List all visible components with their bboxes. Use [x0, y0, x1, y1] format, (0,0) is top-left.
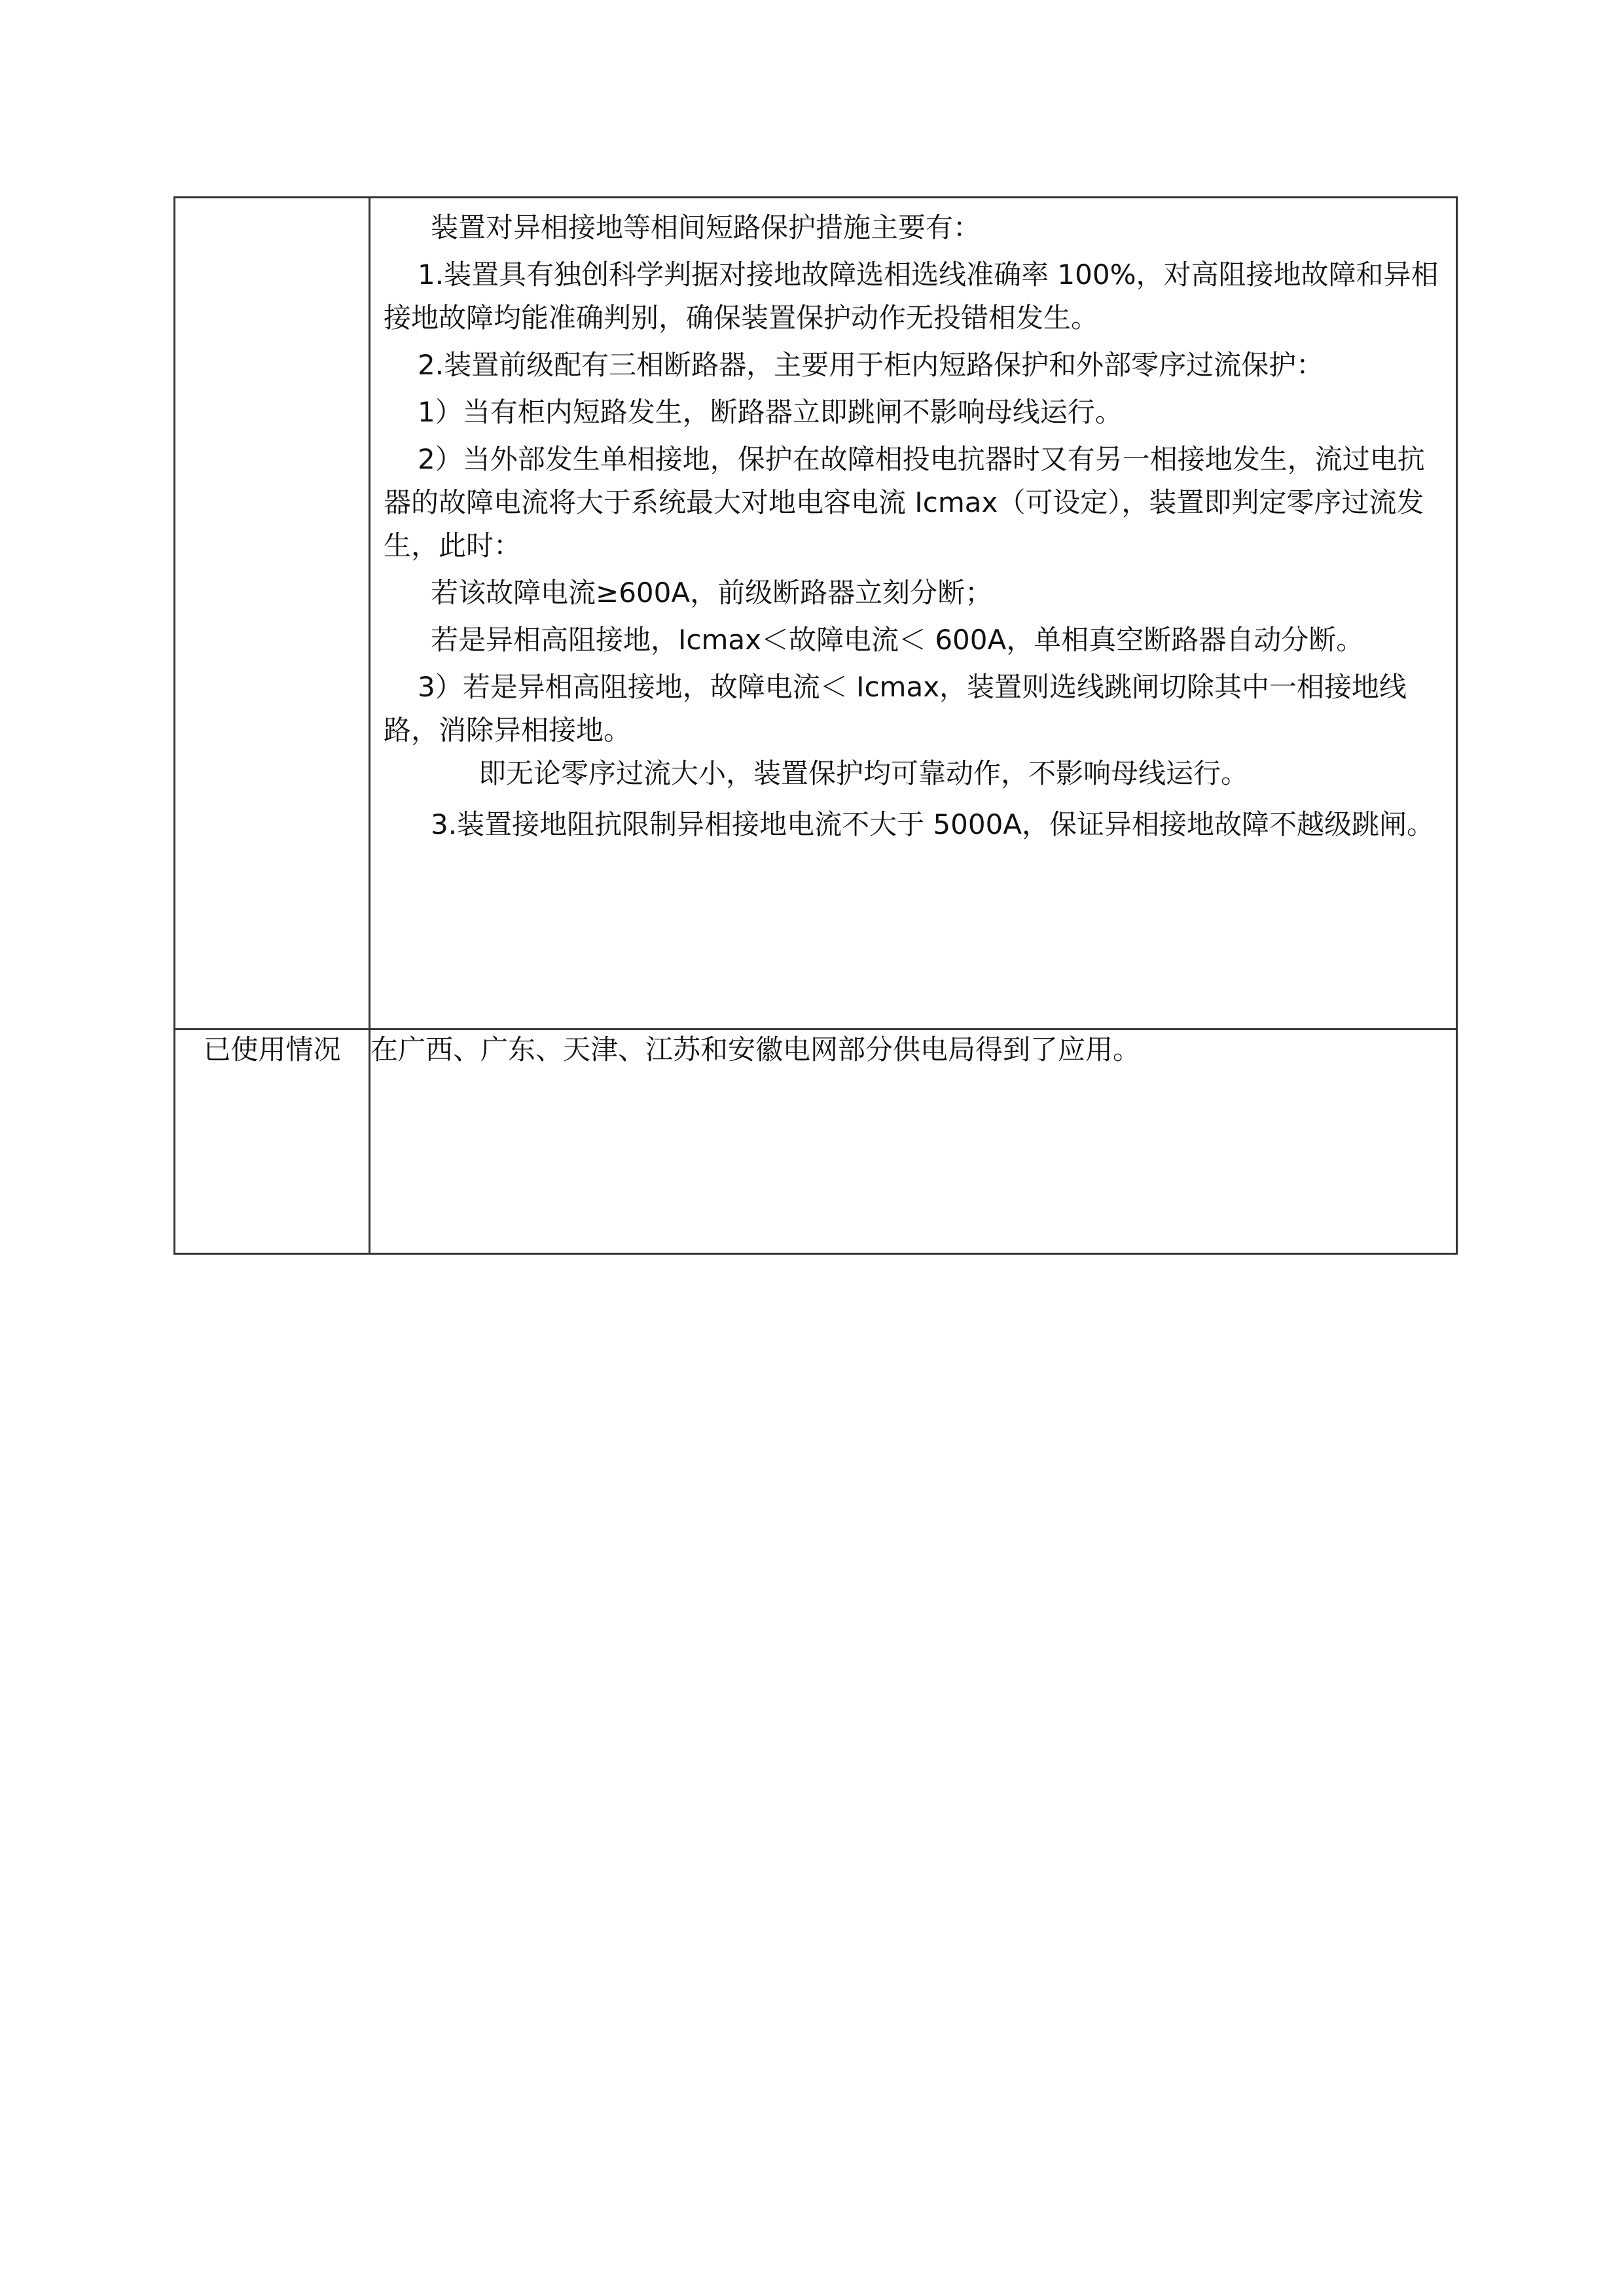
usage-value: 在广西、广东、天津、江苏和安徽电网部分供电局得到了应用。 [370, 1033, 1141, 1066]
usage-label-cell [175, 1030, 370, 1254]
paragraph-sub-3: 3）若是异相高阻接地，故障电流＜ Icmax，装置则选线跳闸切除其中一相接地线路，消除异相接地。 [384, 671, 1407, 746]
usage-value-cell [370, 1030, 1457, 1254]
paragraph-item-2: 2.装置前级配有三相断路器，主要用于柜内短路保护和外部零序过流保护： [418, 349, 1324, 381]
table-row [175, 1030, 1457, 1254]
table-row [175, 198, 1457, 1030]
paragraph-sub-2: 2）当外部发生单相接地，保护在故障相投电抗器时又有另一相接地发生，流过电抗器的故障电流将大于系统最大对地电容电流 Icmax（可设定），装置即判定零序过流发生，此时： [384, 443, 1425, 562]
protection-measures-text [370, 198, 1456, 859]
paragraph-sub-1: 1）当有柜内短路发生，断路器立即跳闸不影响母线运行。 [418, 396, 1123, 428]
paragraph-case-a: 若该故障电流≥600A，前级断路器立刻分断； [431, 577, 993, 609]
row-label-cell [175, 198, 370, 1030]
row-content-cell [370, 198, 1457, 1030]
paragraph-item-3: 3.装置接地阻抗限制异相接地电流不大于 5000A，保证异相接地故障不越级跳闸。 [431, 808, 1435, 840]
paragraph-case-b: 若是异相高阻接地，Icmax＜故障电流＜ 600A，单相真空断路器自动分断。 [431, 624, 1364, 656]
usage-label: 已使用情况 [203, 1033, 341, 1066]
paragraph-intro: 装置对异相接地等相间短路保护措施主要有： [431, 211, 981, 243]
info-table [173, 196, 1458, 1255]
paragraph-item-1: 1.装置具有独创科学判据对接地故障选相选线准确率 100%，对高阻接地故障和异相接地故障均能准确判别，确保装置保护动作无投错相发生。 [384, 259, 1439, 334]
paragraph-conclusion: 即无论零序过流大小，装置保护均可靠动作，不影响母线运行。 [478, 757, 1249, 789]
